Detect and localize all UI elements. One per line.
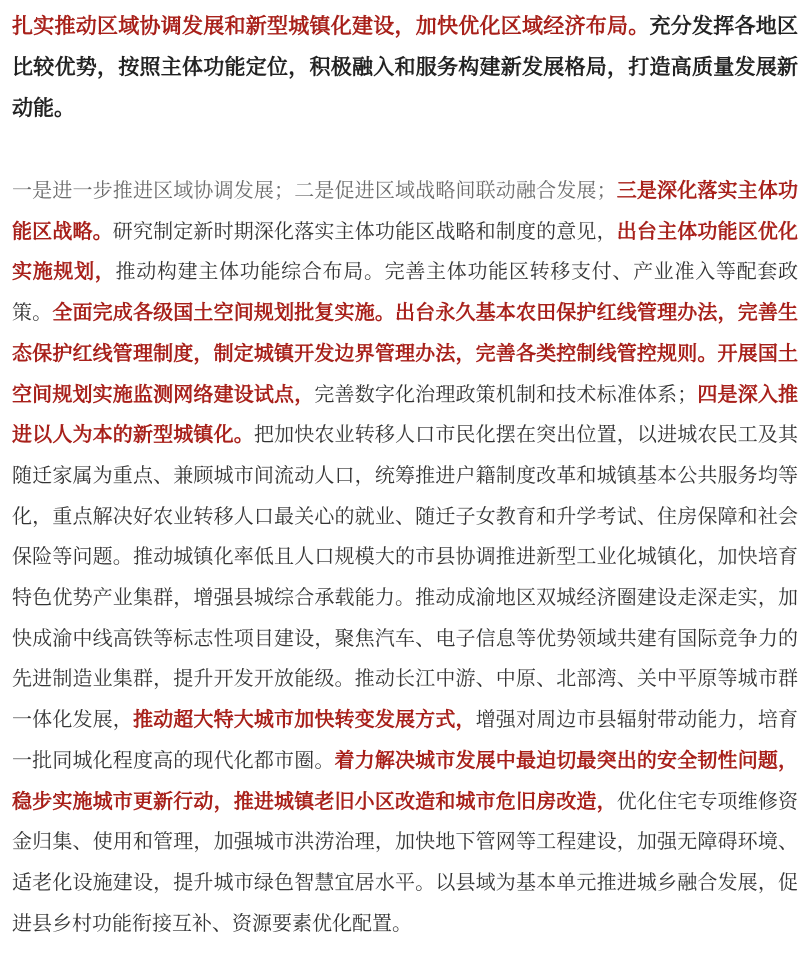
highlight-segment: 着力解决城市发展中最迫切最突出的安全韧性问题，稳步实施城市更新行动，推进城镇老旧小区改造和城市危旧房改造， — [12, 747, 799, 813]
text-segment: 增强对周边市县辐射带动能力，培育一批同城化程度高的现代化都市圈。 — [12, 707, 799, 772]
text-segment: 推动构建主体功能综合布局。完善主体功能区转移支付、产业准入等配套政策。 — [12, 259, 799, 325]
text-segment: 研究制定新时期深化落实主体功能区战略和制度的意见， — [112, 218, 617, 243]
body-paragraph — [12, 170, 798, 943]
text-segment: 把加快农业转移人口市民化摆在突出位置，以进城农民工及其随迁家属为重点、兼顾城市间流动人口，统筹推进户籍制度改革和城镇基本公共服务均等化，重点解决好农业转移人口最关心的就业、随迁子女教育和升学考试、住房保障和社会保险等问题。推动城镇化率低且人口规模大的市县协调推进新型工业化城镇化，加快培育特色优势产业集群，增强县城综合承载能力。推动成渝地区双城经济圈建设走深走实，加快成渝中线高铁等标志性项目建设，聚焦汽车、电子信息等优势领域共建有国际竞争力的先进制造业集群，提升开发开放能级。推动长江中游、中原、北部湾、关中平原等城市群一体化发展， — [12, 422, 799, 732]
heading-rest: 充分发挥各地区比较优势，按照主体功能定位，积极融入和服务构建新发展格局，打造高质量发展新动能。 — [12, 14, 798, 120]
highlight-segment: 全面完成各级国土空间规划批复实施。出台永久基本农田保护红线管理办法，完善生态保护红线管理制度，制定城镇开发边界管理办法，完善各类控制线管控规则。开展国土空间规划实施监测网络建设试点， — [12, 300, 799, 406]
heading-highlight: 扎实推动区域协调发展和新型城镇化建设，加快优化区域经济布局。 — [12, 14, 650, 38]
text-segment: 完善数字化治理政策机制和技术标准体系； — [314, 381, 698, 406]
section-heading — [12, 6, 798, 129]
text-segment: 一是进一步推进区域协调发展；二是促进区域战略间联动融合发展； — [12, 178, 617, 202]
highlight-segment: 四是深入推进以人为本的新型城镇化。 — [12, 381, 799, 447]
highlight-segment: 出台主体功能区优化实施规划， — [12, 218, 799, 284]
highlight-segment: 三是深化落实主体功能区战略。 — [12, 178, 798, 243]
highlight-segment: 推动超大特大城市加快转变发展方式， — [132, 707, 476, 732]
text-segment: 优化住宅专项维修资金归集、使用和管理，加强城市洪涝治理，加快地下管网等工程建设，加强无障碍环境、适老化设施建设，提升城市绿色智慧宜居水平。以县域为基本单元推进城乡融合发展，促进县乡村功能衔接互补、资源要素优化配置。 — [12, 788, 799, 935]
